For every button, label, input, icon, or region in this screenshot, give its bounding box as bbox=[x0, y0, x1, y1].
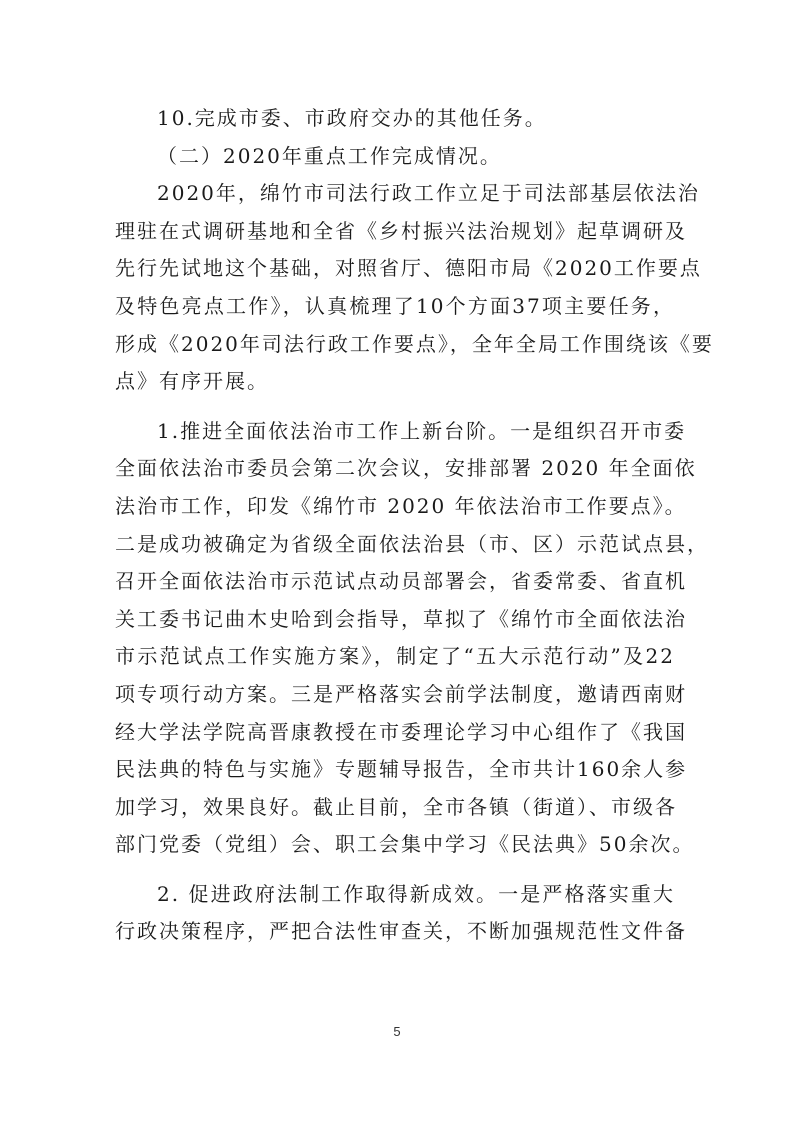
text-line: 2. 促进政府法制工作取得新成效。一是严格落实重大 bbox=[157, 881, 675, 906]
paragraph-item-2 bbox=[115, 876, 687, 951]
document-body bbox=[115, 100, 714, 951]
text-line: 先行先试地这个基础，对照省厅、德阳市局《2020工作要点 bbox=[115, 256, 702, 281]
text-line: 1.推进全面依法治市工作上新台阶。一是组织召开市委 bbox=[157, 418, 687, 443]
text-line: 法治市工作，印发《绵竹市 2020 年依法治市工作要点》。 bbox=[115, 493, 687, 518]
text-line: 行政决策程序，严把合法性审查关，不断加强规范性文件备 bbox=[115, 919, 687, 944]
text-line: 民法典的特色与实施》专题辅导报告，全市共计160余人参 bbox=[115, 757, 688, 782]
section-heading-2020 bbox=[115, 138, 675, 176]
text-line: 理驻在式调研基地和全省《乡村振兴法治规划》起草调研及 bbox=[115, 218, 687, 243]
paragraph-2020-overview bbox=[115, 175, 714, 401]
text-line: 形成《2020年司法行政工作要点》，全年全局工作围绕该《要 bbox=[115, 331, 714, 356]
paragraph-gap bbox=[115, 864, 675, 876]
text-line: 全面依法治市委员会第二次会议，安排部署 2020 年全面依 bbox=[115, 456, 697, 481]
page-number: 5 bbox=[393, 1024, 401, 1039]
text-line: 及特色亮点工作》，认真梳理了10个方面37项主要任务， bbox=[115, 293, 675, 318]
text-line: （二）2020年重点工作完成情况。 bbox=[157, 143, 502, 168]
text-line: 项专项行动方案。三是严格落实会前学法制度，邀请西南财 bbox=[115, 681, 687, 706]
text-line: 市示范试点工作实施方案》，制定了“五大示范行动”及22 bbox=[115, 644, 675, 669]
text-line: 经大学法学院高晋康教授在市委理论学习中心组作了《我国 bbox=[115, 719, 687, 744]
text-line: 加学习，效果良好。截止目前，全市各镇（街道）、市级各 bbox=[115, 794, 677, 819]
text-line: 2020年，绵竹市司法行政工作立足于司法部基层依法治 bbox=[157, 181, 700, 206]
text-line: 部门党委（党组）会、职工会集中学习《民法典》50余次。 bbox=[115, 832, 695, 857]
text-line: 二是成功被确定为省级全面依法治县（市、区）示范试点县， bbox=[115, 531, 709, 556]
paragraph-item-1 bbox=[115, 413, 709, 864]
text-line: 召开全面依法治市示范试点动员部署会，省委常委、省直机 bbox=[115, 569, 687, 594]
text-line: 点》有序开展。 bbox=[115, 369, 269, 394]
text-line: 关工委书记曲木史哈到会指导，草拟了《绵竹市全面依法治 bbox=[115, 606, 687, 631]
text-line: 10.完成市委、市政府交办的其他任务。 bbox=[157, 106, 547, 130]
paragraph-gap bbox=[115, 401, 675, 413]
paragraph-task-10 bbox=[115, 100, 675, 138]
